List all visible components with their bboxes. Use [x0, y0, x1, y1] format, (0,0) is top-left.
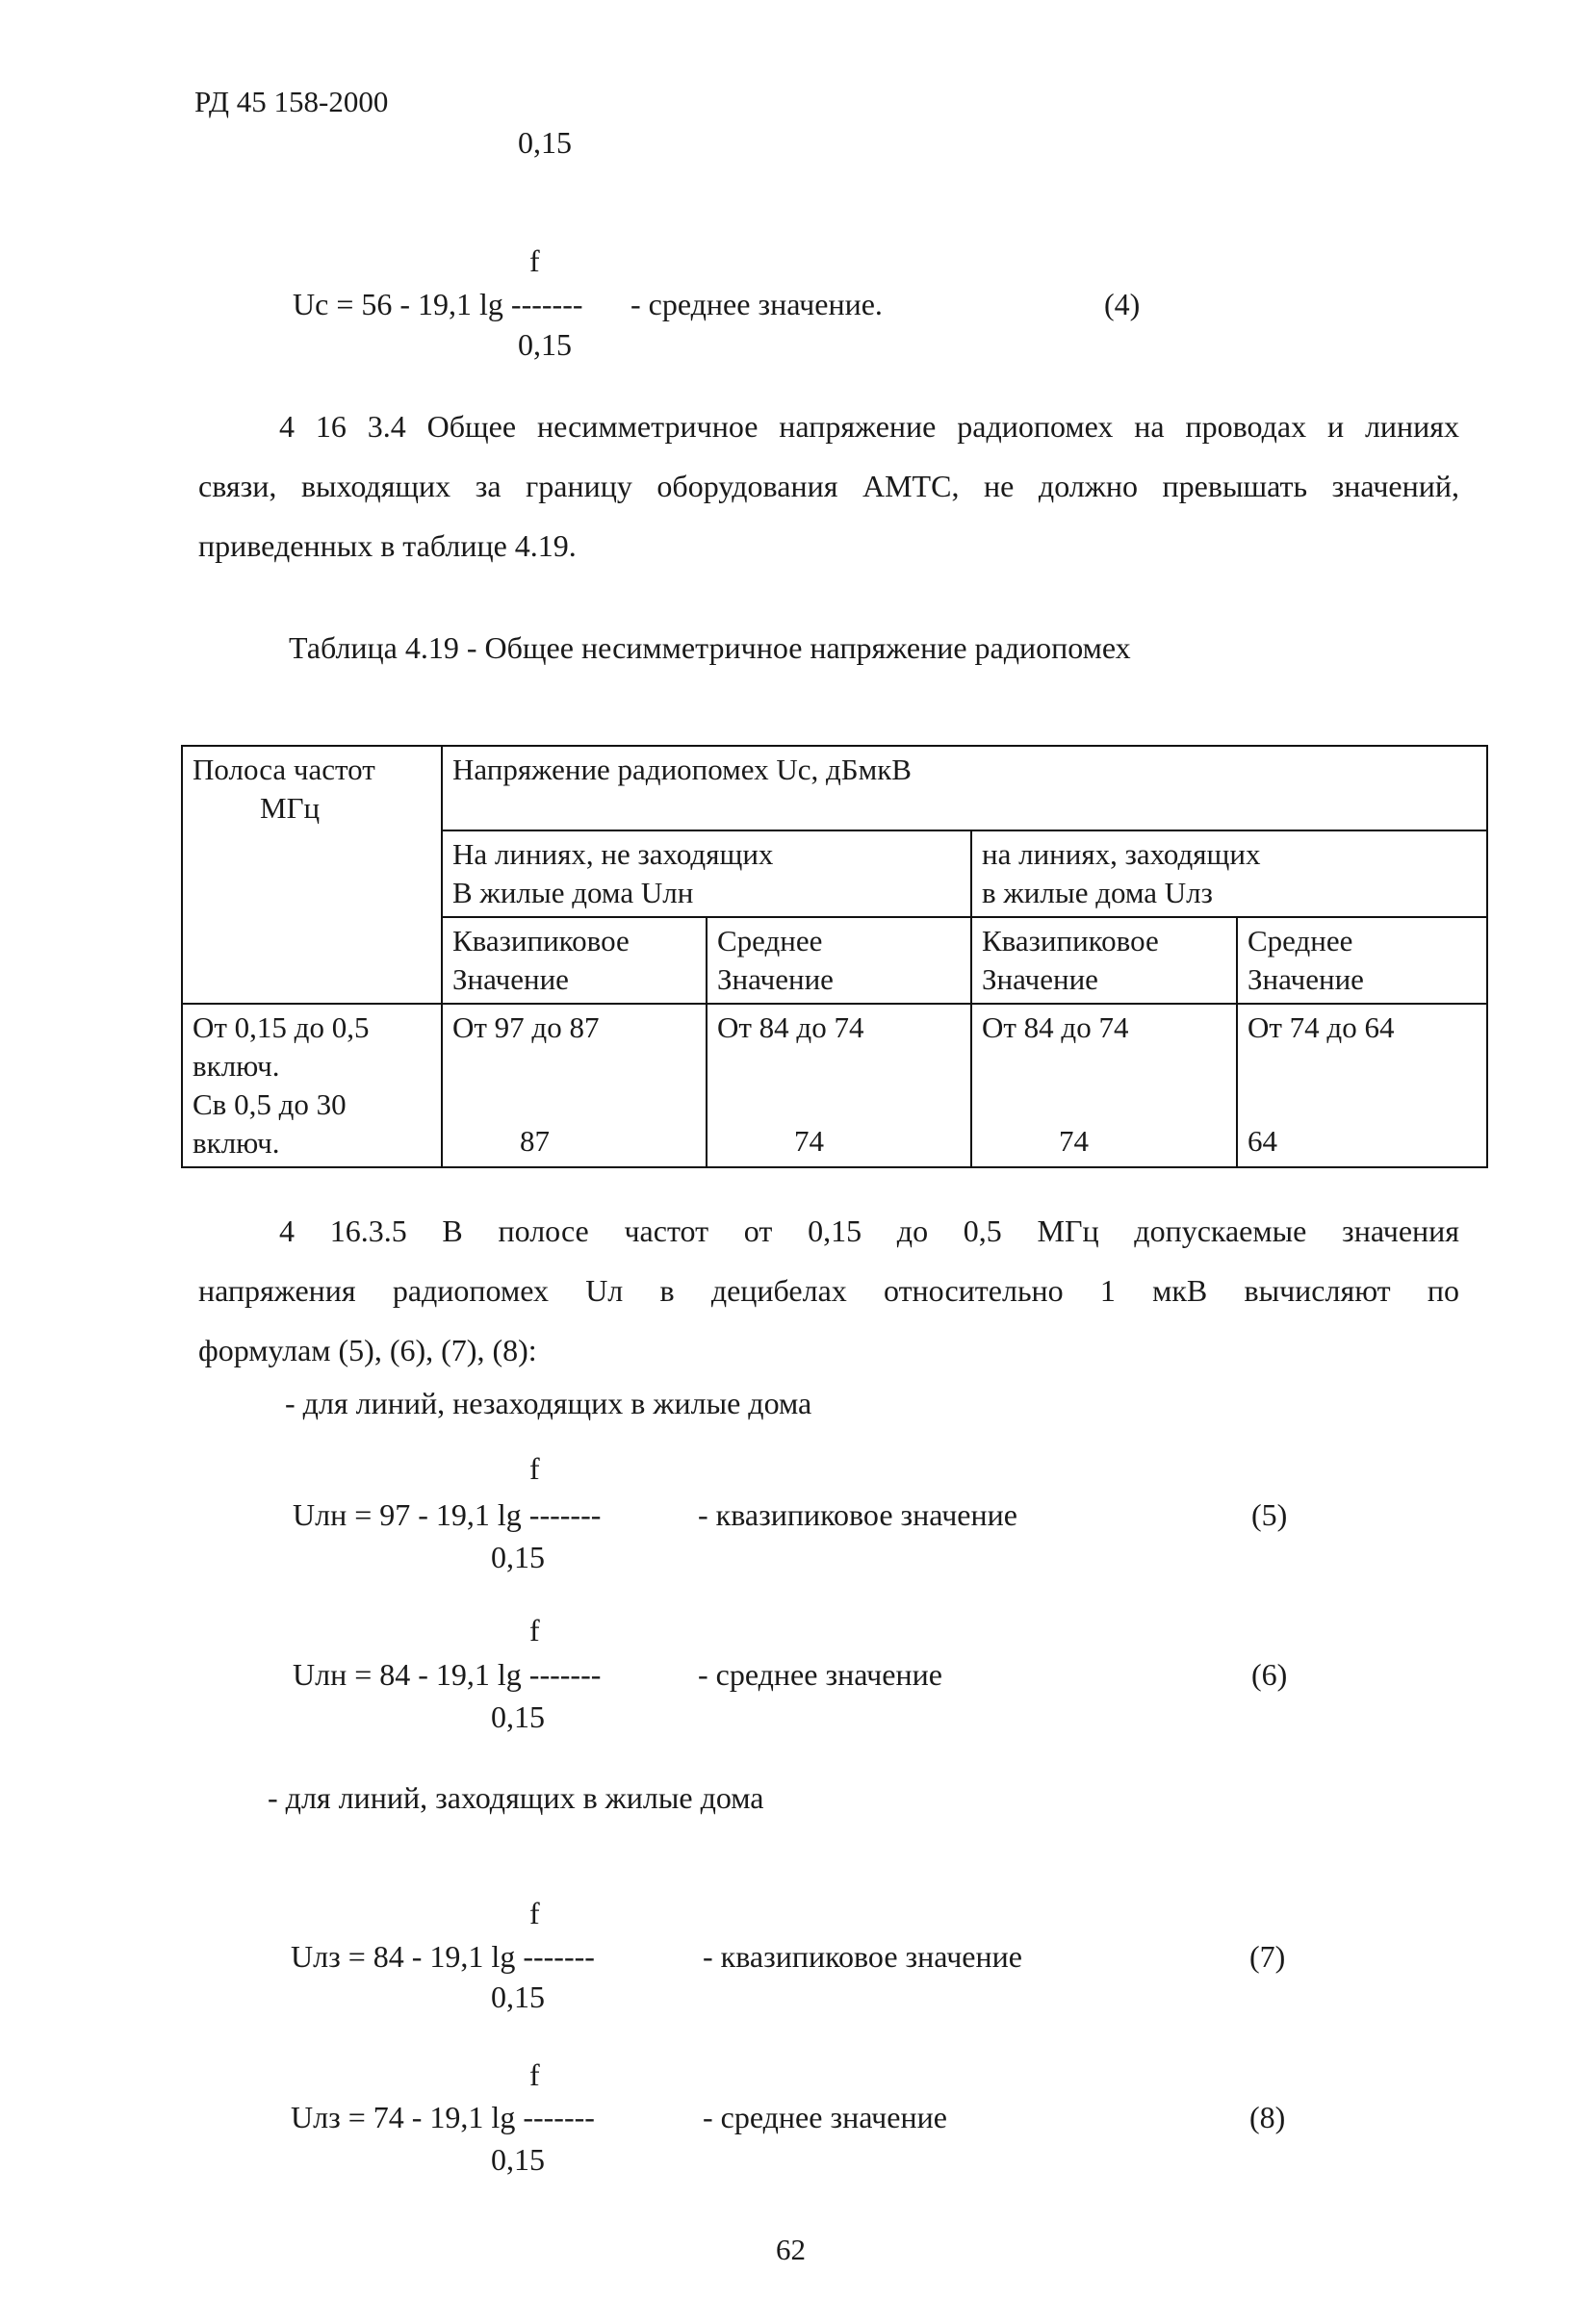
- group-label-non-residential: - для линий, незаходящих в жилые дома: [285, 1386, 812, 1420]
- formula-5-expression: Uлн = 97 - 19,1 lg -------: [293, 1497, 602, 1532]
- paragraph-line: 4 16.3.5 В полосе частот от 0,15 до 0,5 МГц допускаемые значения: [279, 1213, 1459, 1248]
- formula-4-number: (4): [1104, 287, 1141, 321]
- formula-8-denominator: 0,15: [491, 2142, 545, 2177]
- table-4-19: [181, 745, 1488, 1168]
- formula-6-numerator: f: [529, 1613, 540, 1647]
- formula-4-numerator: f: [529, 243, 540, 278]
- paragraph-line: приведенных в таблице 4.19.: [198, 528, 577, 563]
- formula-7-description: - квазипиковое значение: [703, 1939, 1022, 1974]
- formula-5-numerator: f: [529, 1451, 540, 1486]
- formula-7-numerator: f: [529, 1896, 540, 1930]
- page-number: 62: [776, 2233, 806, 2266]
- paragraph-line: 4 16 3.4 Общее несимметричное напряжение радиопомех на проводах и линиях: [279, 409, 1459, 444]
- header-frequency-band: Полоса частот МГц: [182, 746, 442, 1004]
- formula-8-expression: Uлз = 74 - 19,1 lg -------: [291, 2100, 595, 2134]
- header-quasi-peak-residential: Квазипиковое Значение: [971, 917, 1237, 1004]
- paragraph-line: формулам (5), (6), (7), (8):: [198, 1333, 537, 1367]
- formula-5-denominator: 0,15: [491, 1540, 545, 1574]
- formula-4-description: - среднее значение.: [630, 287, 883, 321]
- carry-denominator: 0,15: [518, 125, 572, 160]
- formula-8-number: (8): [1249, 2100, 1286, 2134]
- formula-6-denominator: 0,15: [491, 1699, 545, 1734]
- formula-7-denominator: 0,15: [491, 1979, 545, 2014]
- formula-7-expression: Uлз = 84 - 19,1 lg -------: [291, 1939, 595, 1974]
- header-average-residential: Среднее Значение: [1237, 917, 1487, 1004]
- value-cell: От 84 до 74 74: [971, 1004, 1237, 1167]
- header-average-non-residential: Среднее Значение: [707, 917, 971, 1004]
- table-caption: Таблица 4.19 - Общее несимметричное напряжение радиопомех: [289, 630, 1131, 665]
- formula-6-description: - среднее значение: [698, 1657, 942, 1692]
- header-non-residential: На линиях, не заходящих В жилые дома Uлн: [442, 830, 971, 917]
- table-row: [182, 1004, 1487, 1167]
- value-cell: От 97 до 87 87: [442, 1004, 707, 1167]
- frequency-bands-cell: От 0,15 до 0,5 включ. Св 0,5 до 30 включ.: [182, 1004, 442, 1167]
- value-cell: От 84 до 74 74: [707, 1004, 971, 1167]
- paragraph-line: напряжения радиопомех Uл в децибелах относительно 1 мкВ вычисляют по: [198, 1273, 1459, 1308]
- formula-6-expression: Uлн = 84 - 19,1 lg -------: [293, 1657, 602, 1692]
- paragraph-4-16-3-5: [198, 1201, 1459, 1380]
- paragraph-line: связи, выходящих за границу оборудования АМТС, не должно превышать значений,: [198, 469, 1459, 503]
- group-label-residential: - для линий, заходящих в жилые дома: [268, 1780, 764, 1815]
- header-residential: на линиях, заходящих в жилые дома Uлз: [971, 830, 1487, 917]
- formula-5-number: (5): [1251, 1497, 1288, 1532]
- formula-4-denominator: 0,15: [518, 327, 572, 362]
- formula-6-number: (6): [1251, 1657, 1288, 1692]
- paragraph-4-16-3-4: [198, 396, 1459, 575]
- document-code: РД 45 158-2000: [194, 85, 389, 118]
- formula-8-description: - среднее значение: [703, 2100, 947, 2134]
- value-cell: От 74 до 64 64: [1237, 1004, 1487, 1167]
- formula-5-description: - квазипиковое значение: [698, 1497, 1017, 1532]
- formula-8-numerator: f: [529, 2057, 540, 2092]
- header-voltage-group: Напряжение радиопомех Uc, дБмкВ: [442, 746, 1487, 830]
- formula-4-expression: Uc = 56 - 19,1 lg -------: [293, 287, 583, 321]
- header-quasi-peak-non-residential: Квазипиковое Значение: [442, 917, 707, 1004]
- formula-7-number: (7): [1249, 1939, 1286, 1974]
